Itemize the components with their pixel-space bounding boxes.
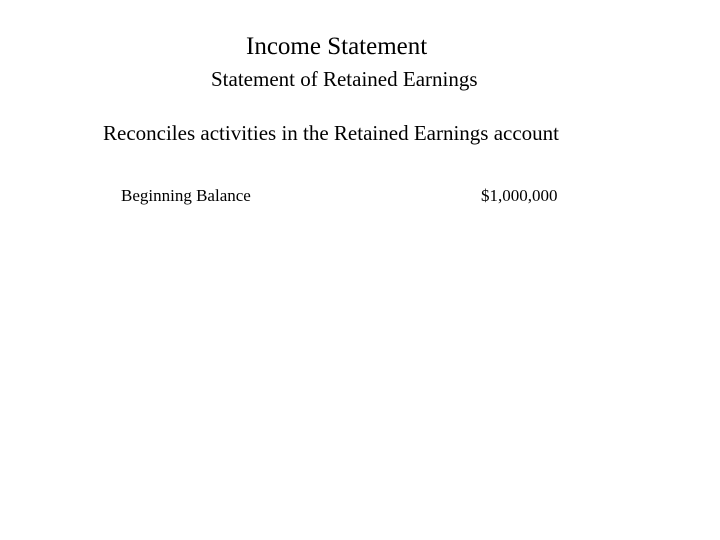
slide-subtitle: Statement of Retained Earnings [211,67,478,91]
beginning-balance-label: Beginning Balance [121,186,251,205]
slide-description: Reconciles activities in the Retained Earnings account [103,121,560,145]
beginning-balance-value: $1,000,000 [481,186,558,205]
slide-title: Income Statement [246,33,428,60]
